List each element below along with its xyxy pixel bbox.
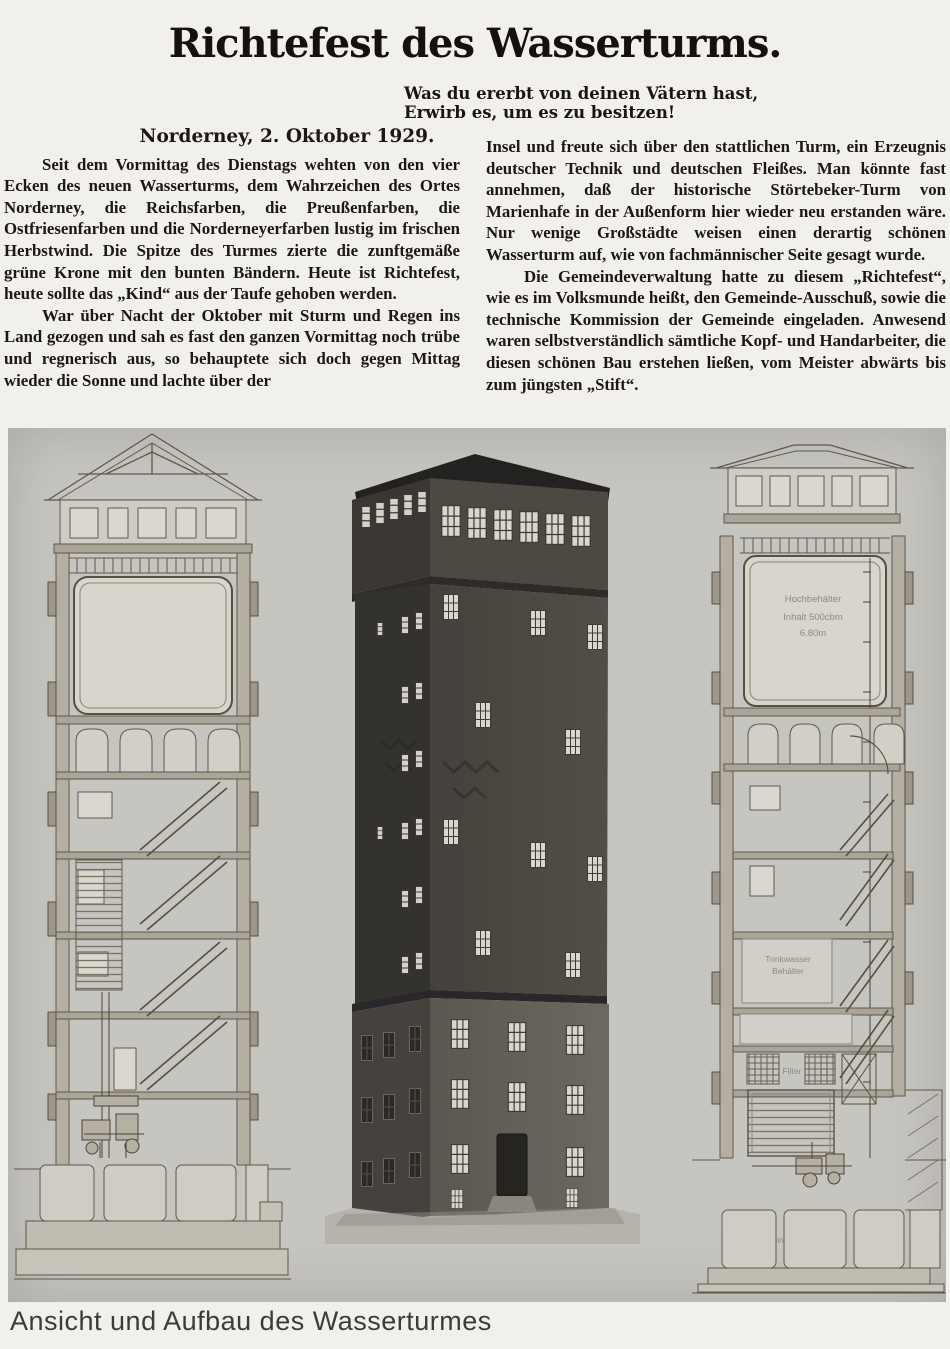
attic-windows [70,508,236,538]
entrance-steps [487,1196,537,1212]
tower-shaft [355,584,608,1004]
support-arches [748,724,904,764]
foundation-base [14,1165,291,1279]
base-windows-left-face [361,1026,421,1187]
room-trinkwasser-label-1: Trinkwasser [765,954,811,964]
roof-truss [44,434,262,500]
railing-catwalk [64,558,242,573]
interior-windows [750,786,780,896]
figure-caption: Ansicht und Aufbau des Wasserturmes [10,1306,492,1336]
left-column [4,126,460,391]
attic-windows [736,476,888,506]
railing-catwalk [740,538,890,553]
attic-machine-floor [724,468,900,523]
tank-label-line-2: Inhalt 500cbm [783,612,843,623]
left-cross-section-drawing [14,432,291,1294]
epigraph-line-1: Was du ererbt von deinen Vätern hast, [404,84,759,103]
right-column [486,136,946,395]
stair-annex [905,1090,942,1210]
filter-bed-tank [748,1090,834,1156]
room-filter-label: Filter [782,1066,802,1076]
tower-base-block [352,990,609,1226]
right-cross-section-drawing [692,442,946,1294]
paragraph-left-2: War über Nacht der Oktober mit Sturm und Regen ins Land gezogen und sah es fast den ganzen Vormittag noch trübe und regnerisch aus, so behauptete sich doch gegen Mittag wieder die Sonne und lachte über der [4,305,460,390]
paragraph-right-2: Die Gemeindeverwaltung hatte zu diesem „Richtefest“, wie es im Volksmunde heißt, den Gemeinde-Ausschuß, sowie die technische Kommission der Gemeinde eingeladen. Anwesend waren selbstverständlich sämtliche Kopf- und Handarbeiter, die diesen schönen Bau erstehen ließen, vom Meister abwärts bis zum jüngsten „Stift“. [486,266,946,394]
dateline: Norderney, 2. Oktober 1929. [139,126,435,147]
ground-shadow [325,1208,640,1244]
tank-floor-slab [56,716,250,724]
article-title: Richtefest des Wasserturms. [168,20,782,67]
paragraph-left-1: Seit dem Vormittag des Dienstags wehten von den vier Ecken des neuen Wasserturms, dem Wahrzeichen des Ortes Norderney, die Reichsfarben, die Preußenfarben, die Ostfriesenfarben und die Norderneyerfarben lustig im frischen Herbstwind. Die Spitze des Turmes zierte die zunftgemäße grüne Krone mit den bunten Bändern. Heute ist Richtefest, heute sollte das „Kind“ aus der Taufe gehoben werden. [4,154,460,304]
roof-truss [710,445,914,468]
tower-cap [352,478,608,602]
attic-machine-floor [54,500,252,553]
tank-label-line-3: 6.80m [799,628,827,639]
foundation-base [692,1210,946,1293]
epigraph [404,84,758,122]
figure-plate [8,428,946,1302]
floor-slabs [724,764,900,1097]
water-tank [74,577,232,714]
tank-label-line-1: Hochbehälter [784,594,842,605]
epigraph-line-2: Erwirb es, um es zu besitzen! [404,103,676,122]
paragraph-right-1: Insel und freute sich über den stattlichen Turm, ein Erzeugnis deutscher Technik und deutschen Fleißes. Man könnte fast annehmen, daß der historische Störtebeker-Turm von Marienhafe in der Außenform hier wieder neu erstanden wäre. Nur wenige Großstädte weisen einen derartig schönen Wasserturm auf, wie von fachmännischer Seite gesagt wurde. [486,137,946,264]
support-arches [76,729,240,772]
pipe-ladder-shaft [76,860,122,990]
tank-floor-slab [724,708,900,716]
room-laboratorium [740,1014,852,1044]
tower-photograph [325,444,640,1244]
room-trinkwasser-label-2: Behälter [772,966,804,976]
